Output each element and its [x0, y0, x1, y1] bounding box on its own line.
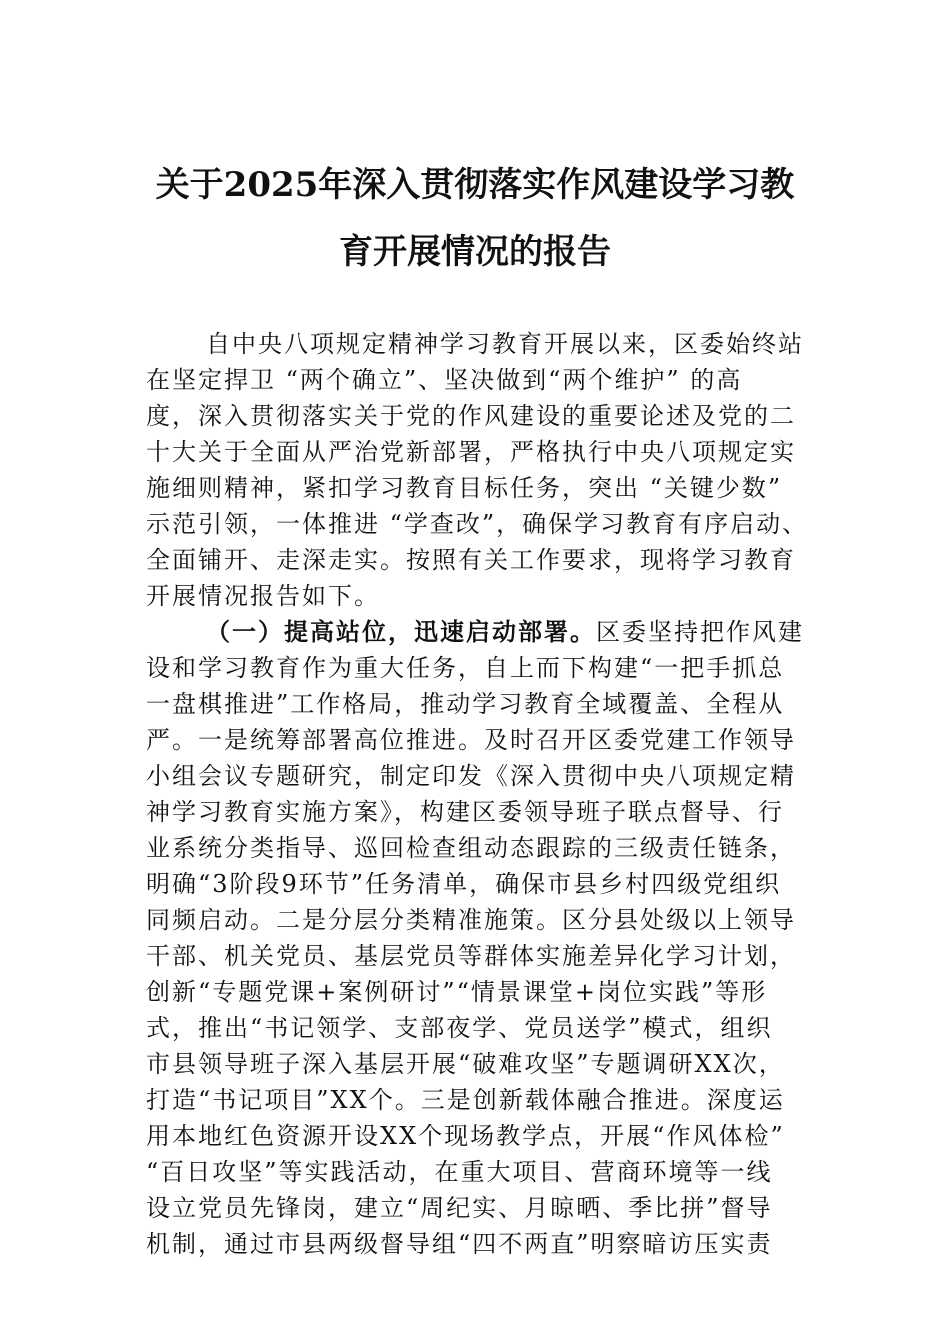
paragraph-line: 一盘棋推进”工作格局，推动学习教育全域覆盖、全程从 [146, 690, 785, 718]
section-heading: （一）提高站位，迅速启动部署。 [206, 617, 596, 646]
paragraph-line: 小组会议专题研究，制定印发《深入贯彻中央八项规定精 [146, 762, 796, 790]
paragraph-line: 设立党员先锋岗，建立“周纪实、月晾晒、季比拼”督导 [146, 1194, 773, 1222]
paragraph-line: 严。一是统筹部署高位推进。及时召开区委党建工作领导 [146, 726, 796, 754]
paragraph-line: 设和学习教育作为重大任务，自上而下构建“一把手抓总 [146, 654, 785, 682]
document-title-line-2: 育开展情况的报告 [339, 232, 611, 272]
paragraph-line: 创新“专题党课+案例研讨”“情景课堂+岗位实践”等形 [146, 978, 768, 1006]
paragraph-line: “百日攻坚”等实践活动，在重大项目、营商环境等一线 [146, 1158, 773, 1186]
paragraph-line: 业系统分类指导、巡回检查组动态跟踪的三级责任链条， [146, 834, 796, 862]
document-body [146, 326, 816, 1262]
paragraph-line: 施细则精神，紧扣学习教育目标任务，突出 “关键少数” [146, 474, 783, 502]
paragraph-line: 十大关于全面从严治党新部署，严格执行中央八项规定实 [146, 438, 796, 466]
paragraph-line: 全面铺开、走深走实。按照有关工作要求，现将学习教育 [146, 546, 796, 574]
paragraph-line: 市县领导班子深入基层开展“破难攻坚”专题调研XX次， [146, 1050, 785, 1078]
paragraph-line: 开展情况报告如下。 [146, 582, 380, 610]
paragraph-line: 示范引领，一体推进 “学查改”，确保学习教育有序启动、 [146, 510, 809, 538]
paragraph-line: 度，深入贯彻落实关于党的作风建设的重要论述及党的二 [146, 402, 796, 430]
paragraph-line: 打造“书记项目”XX个。三是创新载体融合推进。深度运 [146, 1086, 785, 1114]
document-title-line-1: 关于2025年深入贯彻落实作风建设学习教 [155, 165, 795, 205]
paragraph-line: 机制，通过市县两级督导组“四不两直”明察暗访压实责 [146, 1230, 773, 1258]
paragraph-line: 用本地红色资源开设XX个现场教学点，开展“作风体检” [146, 1122, 785, 1150]
paragraph-line: 明确“3阶段9环节”任务清单，确保市县乡村四级党组织 [146, 870, 782, 898]
paragraph-line: 式，推出“书记领学、支部夜学、党员送学”模式，组织 [146, 1014, 773, 1042]
paragraph-line: 同频启动。二是分层分类精准施策。区分县处级以上领导 [146, 906, 796, 934]
paragraph-line: 干部、机关党员、基层党员等群体实施差异化学习计划， [146, 942, 796, 970]
paragraph-line: 自中央八项规定精神学习教育开展以来，区委始终站 [206, 330, 804, 358]
paragraph-line: 神学习教育实施方案》，构建区委领导班子联点督导、行 [146, 798, 784, 826]
paragraph-line: 在坚定捍卫 “两个确立”、坚决做到“两个维护” 的高 [146, 366, 743, 394]
section-text: 区委坚持把作风建 [596, 618, 804, 646]
section-heading-line [146, 614, 816, 650]
